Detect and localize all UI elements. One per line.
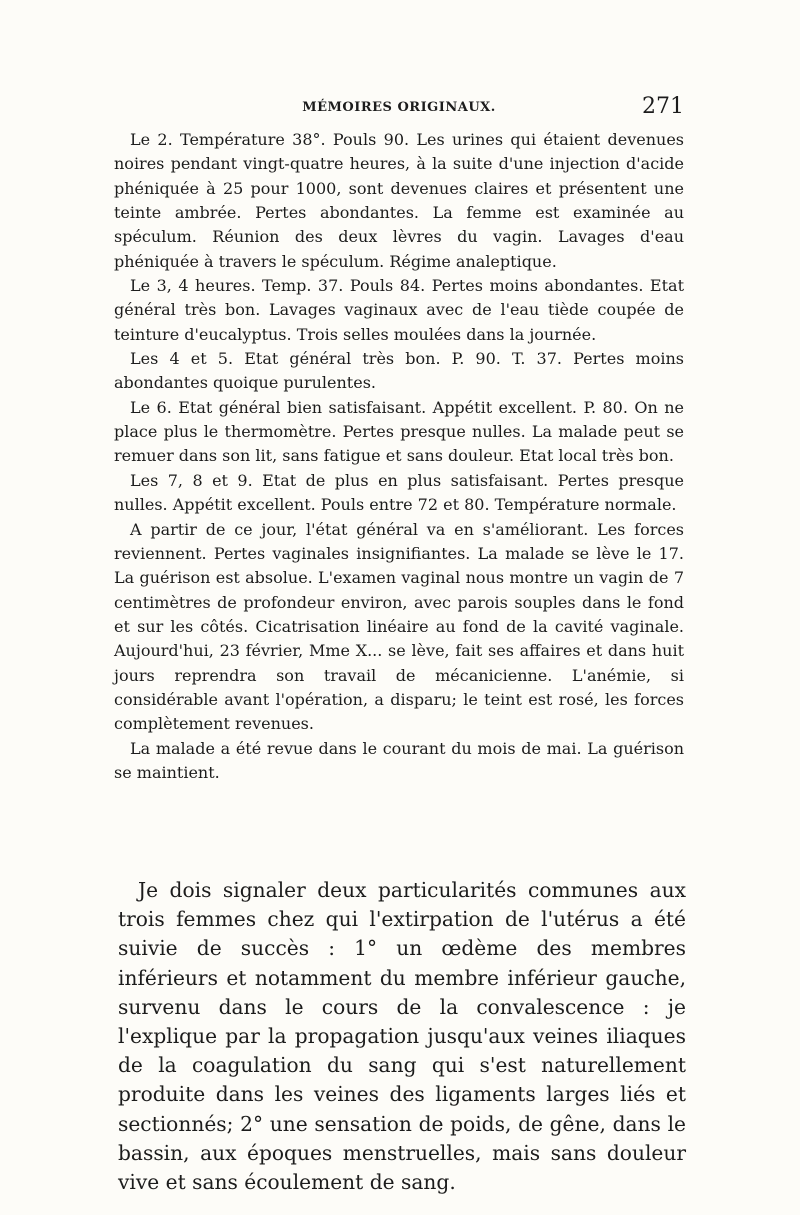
paragraph: A partir de ce jour, l'état général va en s'améliorant. Les forces reviennent. Pertes vaginales insignifiantes. La malade se lève le 17. La guérison est absolue. L'examen vaginal nous montre un vagin de 7 centimètres de profondeur environ, avec parois souples dans le fond et sur les côtés. Cicatrisation linéaire au fond de la cavité vaginale. Aujourd'hui, 23 février, Mme X... se lève, fait ses affaires et dans huit jours reprendra son travail de mécanicienne. L'anémie, si considérable avant l'opération, a disparu; le teint est rosé, les forces complètement revenues. <box>114 519 684 734</box>
running-title: MÉMOIRES ORIGINAUX. <box>302 100 496 115</box>
paragraph: Le 3, 4 heures. Temp. 37. Pouls 84. Pertes moins abondantes. Etat général très bon. Lavages vaginaux avec de l'eau tiède coupée de teinture d'eucalyptus. Trois selles moulées dans la journée. <box>114 276 684 344</box>
paragraph: Les 4 et 5. Etat général très bon. P. 90. T. 37. Pertes moins abondantes quoique purulentes. <box>114 349 684 393</box>
paragraph: Le 2. Température 38°. Pouls 90. Les urines qui étaient devenues noires pendant vingt-quatre heures, à la suite d'une injection d'acide phéniquée à 25 pour 1000, sont devenues claires et présentent une teinte ambrée. Pertes abondantes. La femme est examinée au spéculum. Réunion des deux lèvres du vagin. Lavages d'eau phéniquée à travers le spéculum. Régime analeptique. <box>114 130 684 271</box>
page-header <box>114 94 684 126</box>
paragraph: Le 6. Etat général bien satisfaisant. Appétit excellent. P. 80. On ne place plus le thermomètre. Pertes presque nulles. La malade peut se remuer dans son lit, sans fatigue et sans douleur. Etat local très bon. <box>114 397 684 466</box>
paragraph: La malade a été revue dans le courant du mois de mai. La guérison se maintient. <box>114 738 684 782</box>
paragraph: Les 7, 8 et 9. Etat de plus en plus satisfaisant. Pertes presque nulles. Appétit excellent. Pouls entre 72 et 80. Température normale. <box>114 470 684 515</box>
page-number: 271 <box>642 94 684 119</box>
case-notes <box>114 128 684 785</box>
closing-paragraph: Je dois signaler deux particularités communes aux trois femmes chez qui l'extirpation de l'utérus a été suivie de succès : 1° un œdème des membres inférieurs et notamment du membre inférieur gauche, survenu dans le cours de la convalescence : je l'explique par la propagation jusqu'aux veines iliaques de la coagulation du sang qui s'est naturellement produite dans les veines des ligaments larges liés et sectionnés; 2° une sensation de poids, de gêne, dans le bassin, aux époques menstruelles, mais sans douleur vive et sans écoulement de sang. <box>118 878 686 1195</box>
closing-remarks <box>118 876 686 1197</box>
